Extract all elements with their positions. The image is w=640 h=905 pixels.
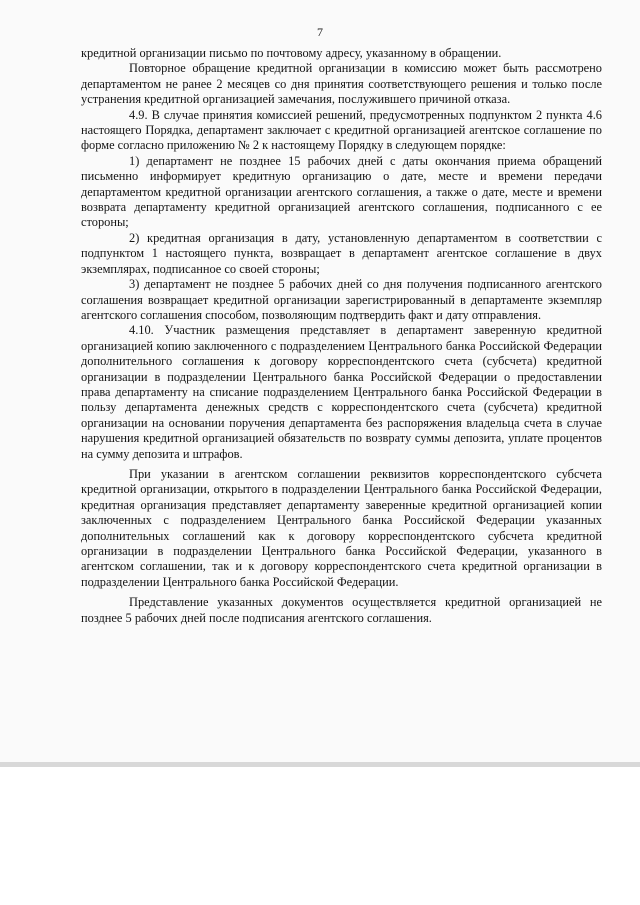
page-bottom-edge xyxy=(0,762,640,767)
paragraph-4-9-item-3: 3) департамент не позднее 5 рабочих дней со дня получения подписанного агентского соглашения возвращает кредитной организации зарегистрированный в департаменте экземпляр агентского соглашения способом, позволяющим подтвердить факт и дату отправления. xyxy=(81,277,602,322)
paragraph-4-10: 4.10. Участник размещения представляет в департамент заверенную кредитной организацией копию заключенного с подразделением Центрального банка Российской Федерации дополнительного соглашения к договору корреспондентского счета (субсчета) кредитной организации в подразделении Центрального банка Российской Федерации о предоставлении права департаменту на списание подразделением Центрального банка Российской Федерации в пользу департамента денежных средств с корреспондентского счета (субсчета) кредитной организации на основании поручения департамента без распоряжения владельца счета в случае нарушения кредитной организацией обязательств по возврату суммы депозита, уплате процентов на сумму депозита и штрафов. xyxy=(81,323,602,461)
paragraph-subaccount: При указании в агентском соглашении реквизитов корреспондентского субсчета кредитной организации, открытого в подразделении Центрального банка Российской Федерации, кредитная организация представляет департаменту заверенные кредитной организацией копии заключенных с подразделением Центрального банка Российской Федерации указанных дополнительных соглашений как к договору корреспондентского субсчета кредитной организации в подразделении Центрального банка Российской Федерации, указанного в агентском соглашении, так и к договору корреспондентского счета кредитной организации в подразделении Центрального банка Российской Федерации. xyxy=(81,466,602,589)
paragraph-4-9: 4.9. В случае принятия комиссией решений, предусмотренных подпунктом 2 пункта 4.6 настоящего Порядка, департамент заключает с кредитной организацией агентское соглашение по форме согласно приложению № 2 к настоящему Порядку в следующем порядке: xyxy=(81,107,602,153)
page-number: 7 xyxy=(317,25,323,39)
document-body xyxy=(81,46,602,626)
paragraph-4-9-item-1: 1) департамент не позднее 15 рабочих дней с даты окончания приема обращений письменно информирует кредитную организацию о дате, месте и времени передачи департаментом кредитной организации агентского соглашения, а также о дате, месте и времени возврата департаменту кредитной организацией агентского соглашения, подписанного с ее стороны; xyxy=(81,153,602,230)
paragraph-continuation: кредитной организации письмо по почтовому адресу, указанному в обращении. xyxy=(81,46,502,60)
paragraph-deadline: Представление указанных документов осуществляется кредитной организацией не позднее 5 рабочих дней после подписания агентского соглашения. xyxy=(81,595,602,625)
paragraph-4-9-item-2: 2) кредитная организация в дату, установленную департаментом в соответствии с подпунктом 1 настоящего пункта, возвращает в департамент агентское соглашение в двух экземплярах, подписанное со своей стороны; xyxy=(81,230,602,276)
paragraph-repeat-application: Повторное обращение кредитной организации в комиссию может быть рассмотрено департаментом не ранее 2 месяцев со дня принятия соответствующего решения и только после устранения кредитной организацией замечания, послужившего причиной отказа. xyxy=(81,61,602,107)
